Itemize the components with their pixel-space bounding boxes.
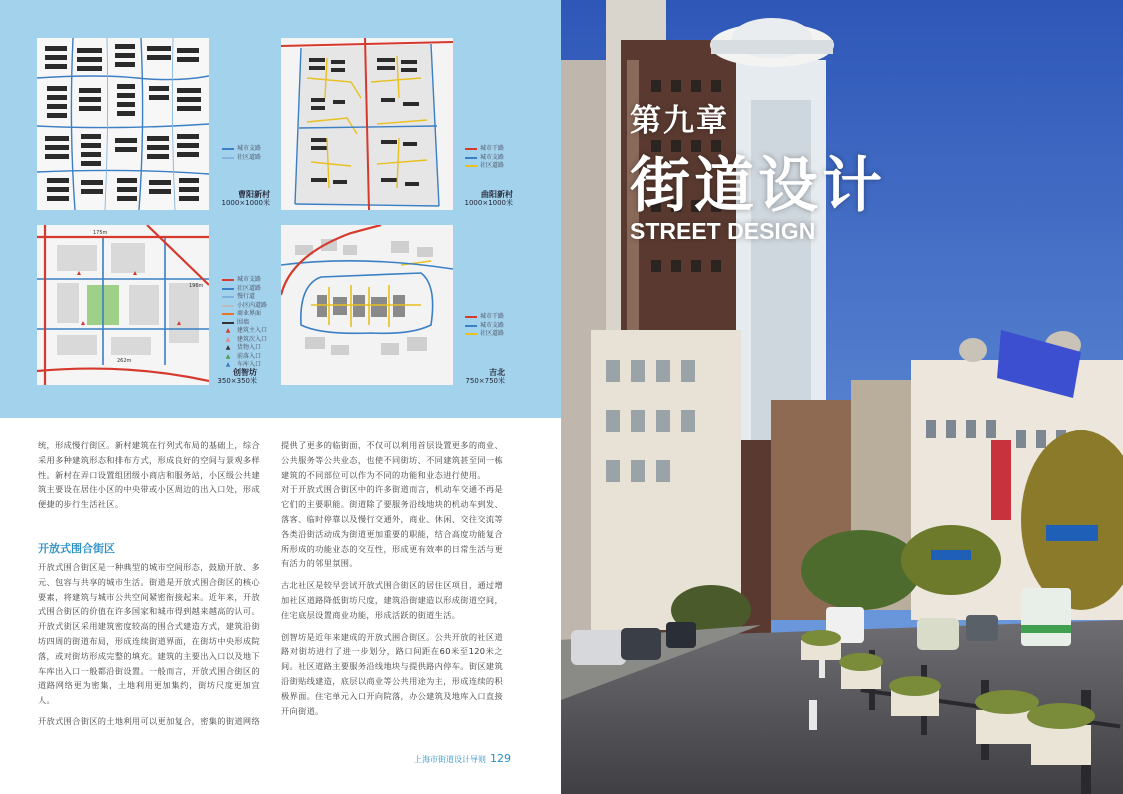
map-name: 创智坊 (233, 368, 257, 377)
legend-chuangzhifang (222, 276, 267, 370)
legend-item (465, 313, 504, 322)
legend-item (222, 319, 267, 328)
chapter-title-block (630, 95, 886, 245)
section-title: 开放式围合街区 (38, 542, 115, 555)
column-2 (281, 438, 503, 718)
legend-item (222, 336, 267, 345)
legend-label: 城市支路 (237, 276, 262, 283)
legend-label: 社区道路 (237, 284, 262, 292)
chapter-number: 第九章 (630, 103, 729, 139)
legend-label: 围墙 (237, 318, 250, 326)
legend-item (222, 293, 267, 302)
legend-label: 慢行道 (237, 293, 256, 300)
dim-top: 175m (93, 230, 108, 236)
legend-label: 商业界面 (237, 310, 262, 317)
paragraph: 统，形成慢行街区。新村建筑在行列式布局的基础上，综合采用多种建筑形态和排布方式，形成良好的空间与景观多样性。新村在弄口设置组团级小商店和服务站，小区级公共建筑主要设在居住小区的中央带或小区周边的出入口处，形成便捷的步行生活社区。 (38, 440, 260, 510)
legend-label: 建筑主入口 (237, 327, 268, 334)
legend-swatch (222, 148, 234, 150)
legend-item (465, 330, 504, 339)
legend-swatch (222, 305, 234, 307)
legend-label: 小区内道路 (237, 301, 268, 309)
map-chuangzhifang (37, 225, 209, 385)
triangle-marker-icon: ▲ (225, 327, 231, 334)
map-gubei-drawing (281, 225, 453, 385)
legend-item (465, 162, 504, 171)
legend-swatch (465, 165, 477, 167)
legend-label: 前落入口 (237, 352, 262, 360)
legend-swatch (465, 333, 477, 335)
legend-label: 建筑次入口 (237, 335, 268, 343)
map-name: 曲阳新村 (481, 190, 513, 199)
paragraph: 开放式围合街区是一种典型的城市空间形态，鼓励开放、多元、包容与共享的城市生活。街道是开放式围合街区的核心要素，将建筑与城市公共空间紧密衔接起来。近年来，开放式围合街区的价值在许多国家和城市得到越来越高的认可。开放式街区采用建筑密度较高的围合式建造方式，建筑沿街坊四周的街道布局，形成连续街道界面，在街坊中央形成院落，或对街坊形成完整的填充。建筑的主要出入口以及地下车库出入口一般都沿街设置。一般而言，开放式围合街区的道路网络更为密集，土地利用更加集约，街坊尺度更加宜人。 (38, 562, 260, 706)
legend-swatch (465, 316, 477, 318)
legend-item (222, 327, 267, 336)
caption-gubei (455, 368, 505, 386)
paragraph: 提供了更多的临街面，不仅可以利用首层设置更多的商业、公共服务等公共业态，也使不同街坊、不同建筑甚至同一栋建筑的不同部位可以作为不同的功能和业态进行使用。 (281, 440, 503, 480)
legend-swatch (222, 288, 234, 290)
map-quyang-drawing (281, 38, 453, 210)
legend-item (465, 322, 504, 331)
triangle-marker-icon: ▲ (225, 344, 231, 351)
triangle-marker-icon: ▲ (225, 335, 231, 343)
legend-item (222, 276, 267, 285)
dim-right: 196m (189, 283, 204, 289)
map-caoyang-drawing (37, 38, 209, 210)
legend-label: 城市支路 (480, 153, 505, 161)
legend-label: 社区道路 (480, 162, 505, 169)
legend-label: 城市支路 (237, 145, 262, 152)
map-name: 吉北 (489, 368, 505, 377)
triangle-marker-icon: ▲ (225, 352, 231, 360)
legend-swatch (465, 148, 477, 150)
legend-item (222, 145, 261, 154)
paragraph: 古北社区是较早尝试开放式围合街区的居住区项目，通过增加社区道路降低街坊尺度，建筑沿街建造以形成街道空间，住宅底层设置商业功能，形成活跃的街道生活。 (281, 580, 503, 620)
legend-swatch (222, 157, 234, 159)
left-page (0, 0, 561, 794)
triangle-marker-icon: ▲ (225, 361, 231, 368)
legend-quyang (465, 145, 504, 171)
legend-item (222, 154, 261, 163)
map-size: 750×750米 (465, 377, 505, 385)
chapter-title-english: STREET DESIGN (630, 218, 816, 244)
legend-label: 社区道路 (237, 153, 262, 161)
caption-chuangzhifang (212, 368, 257, 386)
legend-item (465, 145, 504, 154)
map-caoyang (37, 38, 209, 210)
legend-swatch (222, 313, 234, 315)
paragraph: 创智坊是近年来建成的开放式围合街区。公共开放的社区道路对街坊进行了进一步划分，路口间距在60米至120米之间。社区道路主要服务沿线地块与提供路内停车。街区建筑沿街贴线建造，底层以商业等公共用途为主，形成连续的积极界面。住宅单元入口开向院落，办公建筑及地库入口直接开向街道。 (281, 631, 503, 716)
legend-item (222, 344, 267, 353)
legend-label: 车库入口 (237, 361, 262, 368)
caption-caoyang (212, 190, 270, 208)
legend-item (222, 310, 267, 319)
map-gubei (281, 225, 453, 385)
page-footer (414, 752, 511, 765)
legend-gubei (465, 313, 504, 339)
page-number: 129 (490, 752, 511, 765)
column-1-top (38, 438, 260, 512)
legend-item (222, 302, 267, 311)
legend-caoyang (222, 145, 261, 162)
dim-bottom: 262m (117, 358, 132, 364)
legend-label: 城市支路 (480, 321, 505, 329)
footer-title: 上海市街道设计导则 (414, 755, 486, 764)
legend-item (222, 353, 267, 362)
legend-swatch (465, 157, 477, 159)
map-size: 350×350米 (217, 377, 257, 385)
column-1-bottom (38, 560, 260, 729)
legend-label: 社区道路 (480, 330, 505, 337)
legend-swatch (222, 296, 234, 298)
legend-label: 货物入口 (237, 344, 262, 351)
legend-swatch (222, 279, 234, 281)
map-quyang (281, 38, 453, 210)
map-name: 曹阳新村 (238, 190, 270, 199)
chapter-title: 街道设计 (630, 151, 886, 221)
caption-quyang (455, 190, 513, 208)
paragraph: 开放式围合街区的土地利用可以更加复合，密集的街道网络 (38, 715, 260, 726)
legend-item (465, 154, 504, 163)
legend-label: 城市干路 (480, 313, 505, 320)
paragraph: 对于开放式围合街区中的许多街道而言，机动车交通不再是它们的主要职能。街道除了要服务沿线地块的机动车到发、落客、临时停靠以及慢行交通外，商业、休闲、交往交流等各类沿街活动成为街道更加重要的职能，结合高度功能复合所形成的功能业态的交互性，形成更有效率的日常生活与更有活力的邻里氛围。 (281, 484, 503, 569)
legend-swatch (465, 325, 477, 327)
legend-swatch (222, 322, 234, 324)
legend-item (222, 285, 267, 294)
map-chuangzhifang-drawing (37, 225, 209, 385)
legend-label: 城市干路 (480, 145, 505, 152)
map-size: 1000×1000米 (221, 199, 270, 207)
map-size: 1000×1000米 (464, 199, 513, 207)
